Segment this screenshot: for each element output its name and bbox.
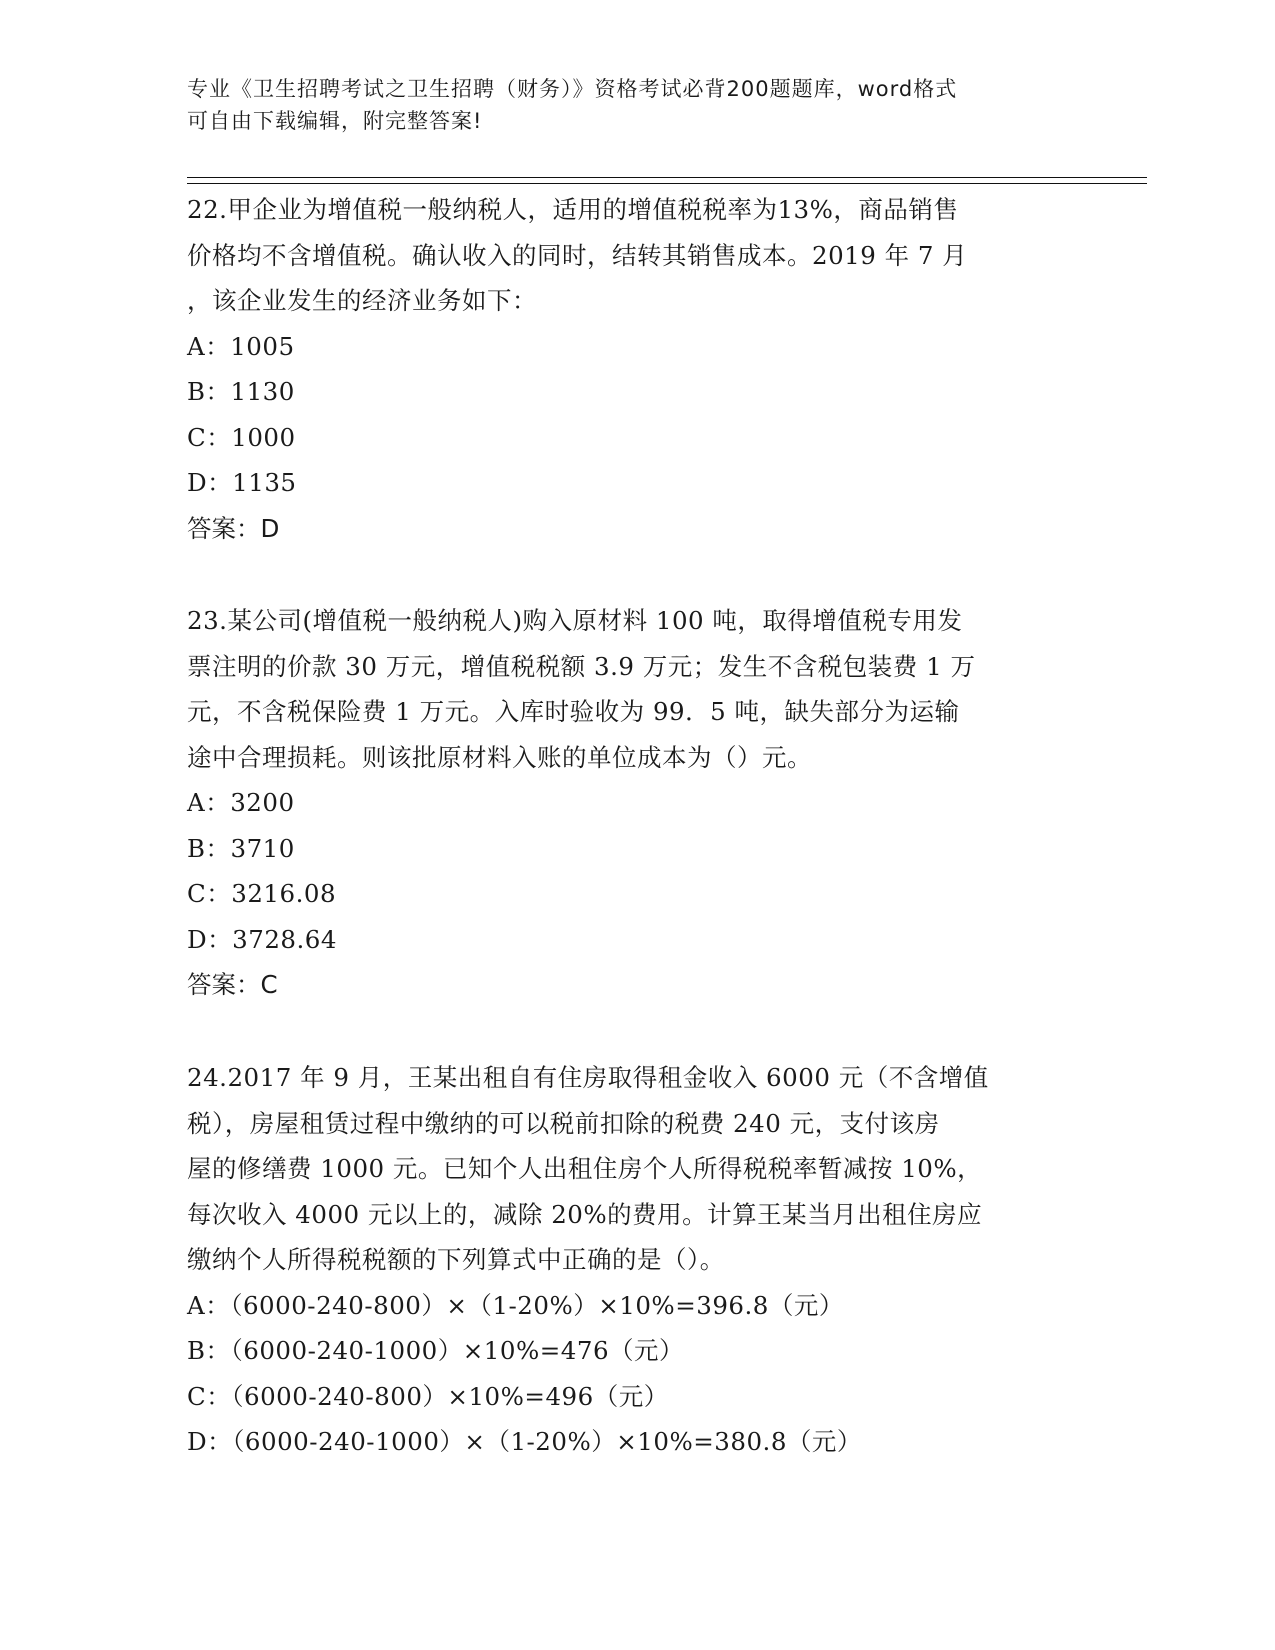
header-divider-top [187, 177, 1147, 178]
option-b: B：1130 [187, 377, 295, 406]
answer: 答案：D [187, 513, 280, 543]
question-text-line: 票注明的价款 30 万元，增值税税额 3.9 万元；发生不含税包装费 1 万 [187, 651, 976, 681]
option-b: B：（6000-240-1000）×10%=476（元） [187, 1336, 685, 1365]
option-c: C：1000 [187, 422, 296, 452]
question-text-line: 缴纳个人所得税税额的下列算式中正确的是（）。 [187, 1245, 725, 1274]
option-c: C：3216.08 [187, 879, 337, 908]
question-text-line: 元，不含税保险费 1 万元。入库时验收为 99．5 吨，缺失部分为运输 [187, 697, 960, 726]
header-line-1: 专业《卫生招聘考试之卫生招聘（财务）》资格考试必背200题题库，word格式 [187, 77, 958, 101]
question-23 [187, 598, 1067, 1008]
question-text-line: 23.某公司(增值税一般纳税人)购入原材料 100 吨，取得增值税专用发 [187, 606, 963, 635]
question-text-line: 24.2017 年 9 月，王某出租自有住房取得租金收入 6000 元（不含增值 [187, 1063, 989, 1092]
question-text-line: 税），房屋租赁过程中缴纳的可以税前扣除的税费 240 元，支付该房 [187, 1108, 940, 1138]
question-text-line: ，该企业发生的经济业务如下： [187, 286, 537, 315]
document-header [187, 73, 1067, 137]
option-d: D：1135 [187, 468, 297, 497]
question-22 [187, 187, 1067, 551]
option-a: A：1005 [187, 331, 295, 361]
option-d: D：（6000-240-1000）×（1-20%）×10%=380.8（元） [187, 1427, 862, 1456]
question-24 [187, 1055, 1067, 1465]
question-text-line: 途中合理损耗。则该批原材料入账的单位成本为（）元。 [187, 742, 812, 772]
header-line-2: 可自由下载编辑，附完整答案! [187, 109, 483, 133]
answer: 答案：C [187, 970, 278, 999]
option-c: C：（6000-240-800）×10%=496（元） [187, 1381, 669, 1411]
option-b: B：3710 [187, 833, 295, 863]
question-text-line: 屋的修缮费 1000 元。已知个人出租住房个人所得税税率暂减按 10%， [187, 1154, 983, 1183]
header-divider-bottom [187, 183, 1147, 184]
question-text-line: 每次收入 4000 元以上的，减除 20%的费用。计算王某当月出租住房应 [187, 1199, 983, 1229]
option-a: A：3200 [187, 788, 295, 817]
option-d: D：3728.64 [187, 924, 337, 954]
option-a: A：（6000-240-800）×（1-20%）×10%=396.8（元） [187, 1290, 844, 1320]
question-text-line: 22.甲企业为增值税一般纳税人，适用的增值税税率为13%，商品销售 [187, 195, 959, 224]
question-text-line: 价格均不含增值税。确认收入的同时，结转其销售成本。2019 年 7 月 [187, 240, 968, 270]
